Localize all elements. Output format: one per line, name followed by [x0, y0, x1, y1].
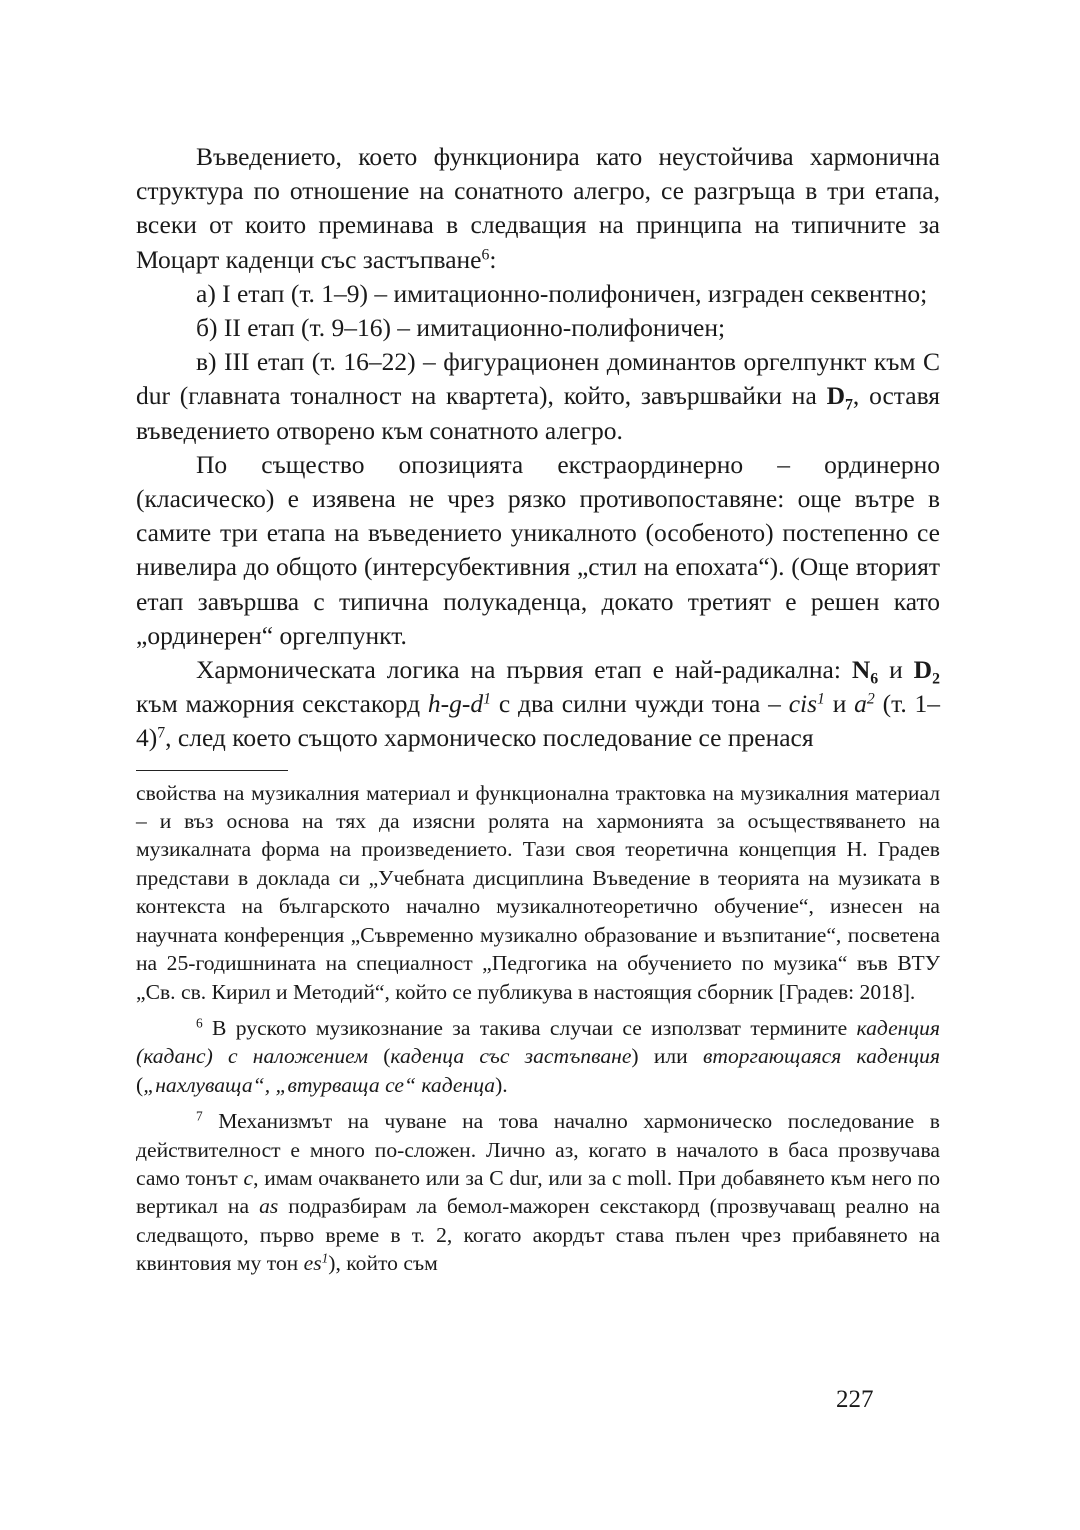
footnote-continuation: свойства на музикалния материал и функционална трактовка на музикалния материал – и въз основа на тях да изясни ролята на хармонията за осъществяването на музикалната форма на произведението. Тази своя теоретична концепция Н. Градев представи в доклада си „Учебната дисциплина Въведение в теорията на музиката в контекста на българското начално музикалнотеоретично обучение“, изнесен на научната конференция „Съвременно музикално образование и възпитание“, посветена на 25-годишнината на специалност „Педгогика на обучението по музика“ във ВТУ „Св. св. Кирил и Методий“, който се публикува в настоящия сборник [Градев: 2018].: [136, 780, 940, 1004]
page-number: 227: [836, 1386, 874, 1413]
paragraph-text: с два силни чужди тона –: [491, 689, 789, 719]
footnote-text: подразбирам ла бемол-мажорен секстакорд (прозвучаващ реално на следващото, първо време в т. 2, когато акордът става пълен чрез прибавянето на квинтовия му тон: [136, 1194, 941, 1276]
footnote-text: (: [136, 1072, 144, 1097]
main-text: [136, 140, 940, 756]
note-superscript: [483, 691, 491, 708]
footnote-text: , имам очакването или за C dur, или за c moll. При добавянето към него по вертикал на: [136, 1165, 940, 1219]
paragraph-text: :: [489, 244, 497, 274]
chord-symbol: D: [826, 381, 845, 411]
footnote-ref: 7: [157, 724, 166, 742]
paragraph-text: (т. 1–4): [136, 689, 941, 753]
note-name: c: [243, 1165, 254, 1190]
note-name: cis: [788, 689, 818, 719]
chord-subscript: 7: [845, 396, 853, 414]
chord-symbol: D: [913, 655, 933, 685]
footnote-text: ), който съм: [328, 1251, 438, 1276]
note-names: h-g-d: [427, 689, 484, 719]
footnote-term: каденция (каданс) с наложением: [136, 1015, 940, 1069]
paragraph-text: , след което същото хармоническо последование се пренася: [165, 723, 814, 753]
footnote-ref: 6: [481, 245, 490, 263]
footnote-separator: [136, 770, 288, 771]
paragraph-text: и: [878, 655, 914, 685]
paragraph-text: към мажорния секстакорд: [136, 689, 428, 719]
note-octave: 1: [483, 690, 492, 708]
paragraph-stage-a: а) I етап (т. 1–9) – имитационно-полифоничен, изграден секвентно;: [196, 278, 928, 308]
paragraph-stage-b: б) II етап (т. 9–16) – имитационно-полифоничен;: [196, 313, 726, 343]
paragraph-text: Хармоническата логика на първия етап е най-радикална:: [196, 655, 852, 685]
note-octave: 1: [817, 690, 825, 708]
paragraph-text: , оставя въведението отворено към сонатното алегро.: [136, 381, 940, 445]
footnote-7: [136, 1107, 940, 1277]
paragraph-intro: [136, 140, 940, 277]
footnote-term: вторгающаяся каденция: [702, 1044, 940, 1069]
paragraph-text: Въведението, което функционира като неустойчива хармонична структура по отношение на сонатното алегро, се разгръща в три етапа, всеки от които преминава в следващия на принципа на типичните за Моцарт каденци със застъпване: [136, 142, 940, 274]
footnote-text: (: [367, 1044, 391, 1069]
chord-symbol: N: [851, 655, 871, 685]
footnote-6: [136, 1014, 940, 1099]
note-name: a: [854, 689, 867, 719]
chord-subscript: 6: [870, 670, 879, 688]
note-superscript: [817, 691, 825, 708]
paragraph-stage-c: [136, 345, 940, 448]
footnote-text: ).: [495, 1072, 508, 1097]
note-octave: 2: [866, 690, 875, 708]
paragraph-text: и: [824, 689, 855, 719]
page: [136, 140, 940, 1278]
footnote-number: 7: [196, 1108, 203, 1124]
note-octave: 1: [321, 1250, 329, 1266]
footnote-number: 6: [196, 1015, 203, 1031]
paragraph-opposition: По същество опозицията екстраординерно – ординерно (класическо) е изявена не чрез рязко противопоставяне: още вътре в самите три етапа на въведението уникалното (особеното) постепенно се нивелира до общото (интерсубективния „стил на епохата“). (Още вторият етап завършва с типична полукаденца, докато третият е решен като „ординерен“ оргелпункт.: [136, 449, 940, 650]
footnote-text: ) или: [631, 1044, 703, 1069]
note-name: es: [303, 1251, 322, 1276]
note-superscript: [867, 691, 875, 708]
footnote-term: каденца със застъпване: [390, 1044, 632, 1069]
paragraph-text: в) III етап (т. 16–22) – фигурационен доминантов оргелпункт към C dur (главната тоналност на квартета), който, завършвайки на: [136, 347, 940, 411]
footnotes: [136, 779, 940, 1278]
footnote-text: Механизмът на чуване на това начално хармоническо последование в действителност е много по-сложен. Лично аз, когато в началото в баса прозвучава само тонът: [136, 1109, 940, 1190]
note-name: as: [259, 1194, 279, 1219]
footnote-text: В руското музикознание за такива случаи се използват термините: [202, 1015, 857, 1040]
paragraph-harmonic-logic: [136, 653, 940, 756]
chord-subscript: 2: [932, 670, 940, 688]
footnote-term: „нахлуваща“, „втурваща се“ каденца: [143, 1072, 496, 1097]
